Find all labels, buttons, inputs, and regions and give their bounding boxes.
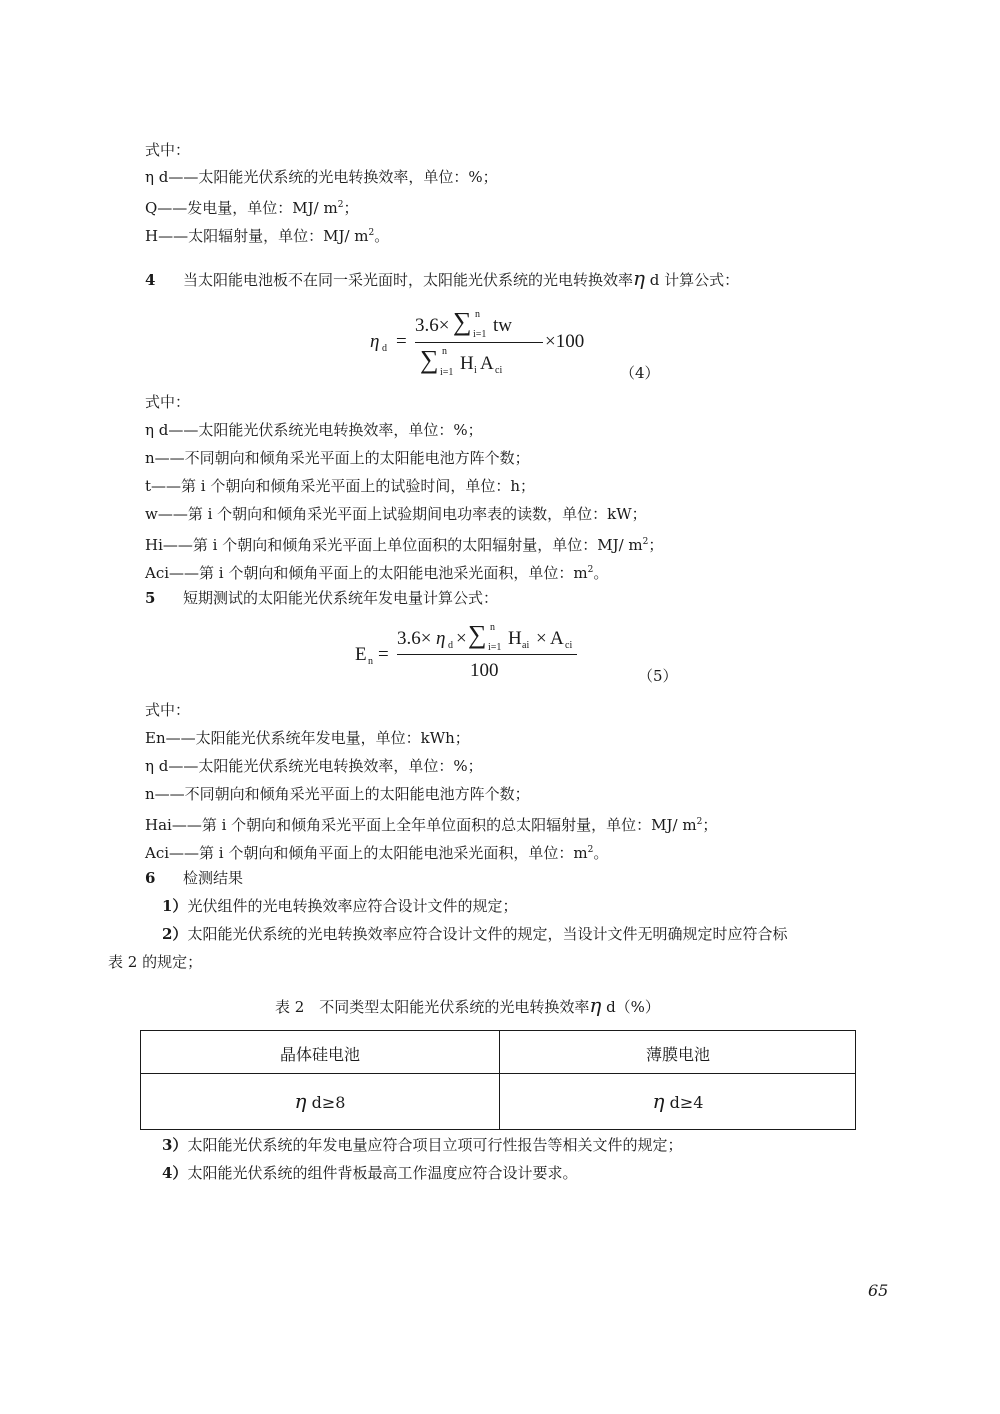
eta-symbol: η	[294, 1089, 307, 1113]
item-number: 4）	[162, 1164, 188, 1182]
text: 。	[593, 564, 609, 582]
text-line	[145, 840, 608, 863]
fraction-bar	[415, 342, 543, 343]
text-line: η d——太阳能光伏系统光电转换效率，单位：%；	[145, 421, 483, 439]
text-line	[145, 812, 717, 835]
times-100: ×100	[545, 331, 585, 352]
denominator-H: H	[460, 353, 474, 374]
text: Aci——第 i 个朝向和倾角平面上的太阳能电池采光面积，单位：m	[145, 844, 588, 862]
sigma-symbol: ∑	[468, 620, 487, 649]
formula-4	[360, 305, 660, 390]
text: Hi——第 i 个朝向和倾角采光平面上单位面积的太阳辐射量，单位：MJ/ m	[145, 536, 643, 554]
section-text-tail: d 计算公式：	[645, 271, 740, 289]
eta-symbol: η	[633, 266, 645, 290]
text: H——太阳辐射量，单位：MJ/ m	[145, 227, 369, 245]
superscript: 2	[642, 537, 649, 547]
coef: 3.6×	[397, 628, 432, 649]
table-header-cell: 薄膜电池	[645, 1045, 710, 1064]
text: 。	[374, 227, 390, 245]
page-number: 65	[868, 1281, 889, 1300]
section-text: 当太阳能电池板不在同一采光面时，太阳能光伏系统的光电转换效率	[183, 271, 634, 289]
table-caption	[275, 995, 660, 1017]
eta-subscript: d	[448, 640, 453, 651]
numerator-term: tw	[493, 315, 512, 336]
text-line: t——第 i 个朝向和倾角采光平面上的试验时间，单位：h；	[145, 477, 536, 495]
equation-number: （5）	[638, 667, 678, 685]
superscript: 2	[337, 200, 344, 210]
times-sign: ×	[536, 628, 547, 649]
equals-sign: =	[378, 644, 389, 665]
text: ；	[648, 536, 664, 554]
E-symbol: E	[355, 644, 367, 665]
table-cell	[499, 1089, 857, 1113]
H-symbol: H	[508, 628, 522, 649]
section-number: 6	[145, 869, 156, 887]
result-item	[162, 924, 787, 944]
superscript: 2	[587, 565, 594, 575]
item-text: 太阳能光伏系统的年发电量应符合项目立项可行性报告等相关文件的规定；	[187, 1136, 683, 1154]
equals-sign: =	[396, 331, 407, 352]
item-text: 太阳能光伏系统的组件背板最高工作温度应符合设计要求。	[187, 1164, 578, 1182]
subscript: ci	[565, 640, 573, 651]
sum-lower-limit: i=1	[473, 329, 487, 340]
E-subscript: n	[368, 656, 373, 667]
eta-symbol: η	[436, 628, 446, 649]
A-symbol: A	[550, 628, 564, 649]
section-6-heading	[145, 868, 243, 888]
text-line: 式中：	[145, 701, 191, 719]
text-line	[145, 195, 358, 218]
text-line: η d——太阳能光伏系统的光电转换效率，单位：%；	[145, 168, 498, 186]
eta-symbol: η	[589, 993, 602, 1017]
table-header-cell: 晶体硅电池	[279, 1045, 360, 1064]
item-text: 太阳能光伏系统的光电转换效率应符合设计文件的规定，当设计文件无明确规定时应符合标	[187, 925, 788, 943]
cell-value: d≥4	[664, 1093, 704, 1112]
text-line: 式中：	[145, 393, 191, 411]
caption-text: 表 2 不同类型太阳能光伏系统的光电转换效率	[275, 998, 590, 1016]
text-line	[145, 560, 608, 583]
item-number: 2）	[162, 925, 188, 943]
section-5-heading	[145, 588, 498, 608]
subscript: ci	[495, 365, 503, 376]
times-sign: ×	[456, 628, 467, 649]
text: ；	[343, 199, 359, 217]
text-line: η d——太阳能光伏系统光电转换效率，单位：%；	[145, 757, 483, 775]
text-line: w——第 i 个朝向和倾角采光平面上试验期间电功率表的读数，单位：kW；	[145, 505, 647, 523]
result-item	[162, 1135, 682, 1155]
text: Hai——第 i 个朝向和倾角采光平面上全年单位面积的总太阳辐射量，单位：MJ/ m	[145, 816, 697, 834]
text-line: n——不同朝向和倾角采光平面上的太阳能电池方阵个数；	[145, 449, 530, 467]
equation-number: （4）	[620, 364, 660, 382]
formula-5	[350, 620, 650, 685]
denominator: 100	[470, 660, 499, 681]
table-cell	[141, 1089, 499, 1113]
superscript: 2	[368, 228, 375, 238]
cell-value: d≥8	[306, 1093, 346, 1112]
subscript: i	[474, 365, 477, 376]
section-text: 短期测试的太阳能光伏系统年发电量计算公式：	[183, 589, 499, 607]
subscript: ai	[522, 640, 530, 651]
text-line: 表 2 的规定；	[108, 953, 203, 971]
sigma-symbol: ∑	[453, 307, 472, 336]
sum-upper-limit: n	[442, 346, 447, 357]
text: 。	[593, 844, 609, 862]
text: ；	[702, 816, 718, 834]
text-line: 式中：	[145, 141, 191, 159]
superscript: 2	[696, 817, 703, 827]
text-line: n——不同朝向和倾角采光平面上的太阳能电池方阵个数；	[145, 785, 530, 803]
caption-tail: d（%）	[601, 998, 660, 1016]
sum-upper-limit: n	[475, 309, 480, 320]
section-4-heading	[145, 268, 739, 290]
text: Aci——第 i 个朝向和倾角平面上的太阳能电池采光面积，单位：m	[145, 564, 588, 582]
section-text: 检测结果	[183, 869, 244, 887]
text: Q——发电量，单位：MJ/ m	[145, 199, 338, 217]
sigma-symbol: ∑	[420, 345, 439, 374]
denominator-A: A	[480, 353, 494, 374]
text-line	[145, 532, 663, 555]
item-text: 光伏组件的光电转换效率应符合设计文件的规定；	[187, 897, 518, 915]
sum-lower-limit: i=1	[488, 642, 502, 653]
item-number: 1）	[162, 897, 188, 915]
result-item	[162, 896, 517, 916]
eta-symbol: η	[652, 1089, 665, 1113]
item-number: 3）	[162, 1136, 188, 1154]
section-number: 4	[145, 271, 156, 289]
section-number: 5	[145, 589, 156, 607]
superscript: 2	[587, 845, 594, 855]
text-line	[145, 223, 389, 246]
text-line: En——太阳能光伏系统年发电量，单位：kWh；	[145, 729, 470, 747]
eta-symbol: η	[370, 331, 380, 352]
sum-lower-limit: i=1	[440, 367, 454, 378]
result-item	[162, 1163, 577, 1183]
eta-subscript: d	[382, 343, 387, 354]
fraction-bar	[397, 654, 577, 655]
table-row-divider	[141, 1073, 855, 1074]
sum-upper-limit: n	[490, 622, 495, 633]
numerator-coef: 3.6×	[415, 315, 450, 336]
efficiency-table	[140, 1030, 856, 1130]
